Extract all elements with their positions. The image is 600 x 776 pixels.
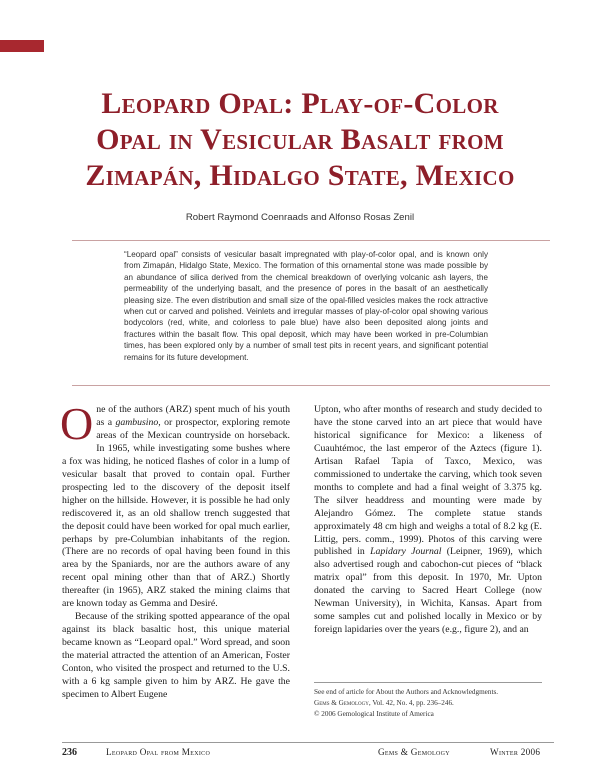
drop-cap: O (60, 398, 94, 449)
title-line-1: Leopard Opal: Play-of-Color (101, 87, 499, 120)
paragraph-1 (60, 398, 291, 611)
paragraph-1-emphasis: gambusino (115, 416, 159, 428)
paragraph-3 (314, 404, 542, 637)
footnote-authors-note: See end of article for About the Authors and Acknowledgments. (314, 688, 499, 696)
footnote-citation-detail: , Vol. 42, No. 4, pp. 236–246. (368, 698, 454, 707)
footnote-citation (314, 698, 554, 709)
paragraph-1-text-a: ne of the authors (ARZ) spent much of his youth as a (96, 404, 290, 428)
accent-tab (0, 40, 44, 52)
body-column-right (314, 404, 542, 654)
article-title (40, 86, 560, 194)
paragraph-1-text-b: , or prospector, exploring remote areas of the Mexican countryside on horseback. In 1965, while investigating some bushes where a fox was hiding, he noticed flashes of color in a lump of vesicular basalt that proved to contain opal. Further prospecting led to the discovery of the deposit itself higher on the hillside. However, it is possible he had only rediscovered it, as an old shallow trench suggested that the deposit could have been worked for opal much earlier, perhaps by pre-Columbian inhabitants of the region. (There are no records of opal having been found in this area by the Spaniards, nor are the authors aware of any recent opal mining other than that of ARZ.) Shortly thereafter (in 1965), ARZ staked the mining claims that are known today as Gemma and Desiré. (62, 416, 291, 610)
footnote-journal: Gems & Gemology (314, 698, 369, 707)
footer-rule (62, 742, 554, 743)
authors: Robert Raymond Coenraads and Alfonso Rosas Zenil (185, 212, 415, 223)
title-line-3: Zimapán, Hidalgo State, Mexico (85, 159, 515, 192)
abstract-top-rule (72, 240, 550, 241)
footnote-rule (314, 682, 542, 683)
abstract-bottom-rule (72, 385, 550, 386)
footnote (314, 687, 554, 719)
issue-label: Winter 2006 (490, 747, 541, 757)
body-column-left (60, 398, 291, 702)
running-title: Leopard Opal from Mexico (106, 747, 211, 757)
paragraph-2: Because of the striking spotted appearance of the opal against its black basaltic host, this unique material became known as “Leopard opal.” Word spread, and soon the material attracted the attention of an American, Foster Conton, who visited the prospect and returned to the U.S. with a 6 kg sample given to him by ARZ. He gave the specimen to Albert Eugene (62, 611, 290, 700)
footnote-copyright: © 2006 Gemological Institute of America (314, 709, 434, 718)
paragraph-3-emphasis: Lapidary Journal (370, 546, 442, 558)
journal-name: Gems & Gemology (378, 747, 450, 757)
title-line-2: Opal in Vesicular Basalt from (96, 123, 504, 156)
paragraph-3-text-a: Upton, who after months of research and study decided to have the stone carved into an art piece that would have historical significance for Mexico: a likeness of Cuauhtémoc, the last emperor of the Aztecs (figure 1). Artisan Rafael Tapia of Taxco, Mexico, was commissioned to undertake the carving, which took seven months to complete and had a final weight of 3.375 kg. The silver headdress and mounting were made by Alejandro Gómez. The complete statue stands approximately 48 cm high and weighs a total of 8.2 kg (E. Littig, pers. comm., 1999). Photos of this carving were published in (314, 404, 542, 558)
abstract: “Leopard opal” consists of vesicular basalt impregnated with play-of-color opal, and is known only from Zimapán, Hidalgo State, Mexico. The formation of this ornamental stone was made possible by an abundance of silica derived from the chemical breakdown of overlying volcanic ash layers, the permeability of the underlying basalt, and the presence of pores in the basalt of an aesthetically pleasing size. The even distribution and small size of the opal-filled vesicles makes the rock attractive when cut or carved and polished. Veinlets and irregular masses of play-of-color opal showing various bodycolors (red, white, and colorless to pale blue) have also been deposited along joints and fractures within the basalt flow. This opal deposit, which may have been worked in pre-Columbian times, has been explored only by a number of small test pits in recent years, and significant potential remains for its future development. (124, 250, 488, 362)
page-number: 236 (62, 747, 77, 758)
paragraph-3-text-b: (Leipner, 1969), which also advertised rough and cabochon-cut pieces of “black matrix opal” from this deposit. In 1970, Mr. Upton donated the carving to Sacred Heart College (now Newman University), in Wichita, Kansas. Apart from some samples cut and polished locally in Mexico or by foreign lapidaries over the years (e.g., figure 2), and an (314, 546, 542, 636)
